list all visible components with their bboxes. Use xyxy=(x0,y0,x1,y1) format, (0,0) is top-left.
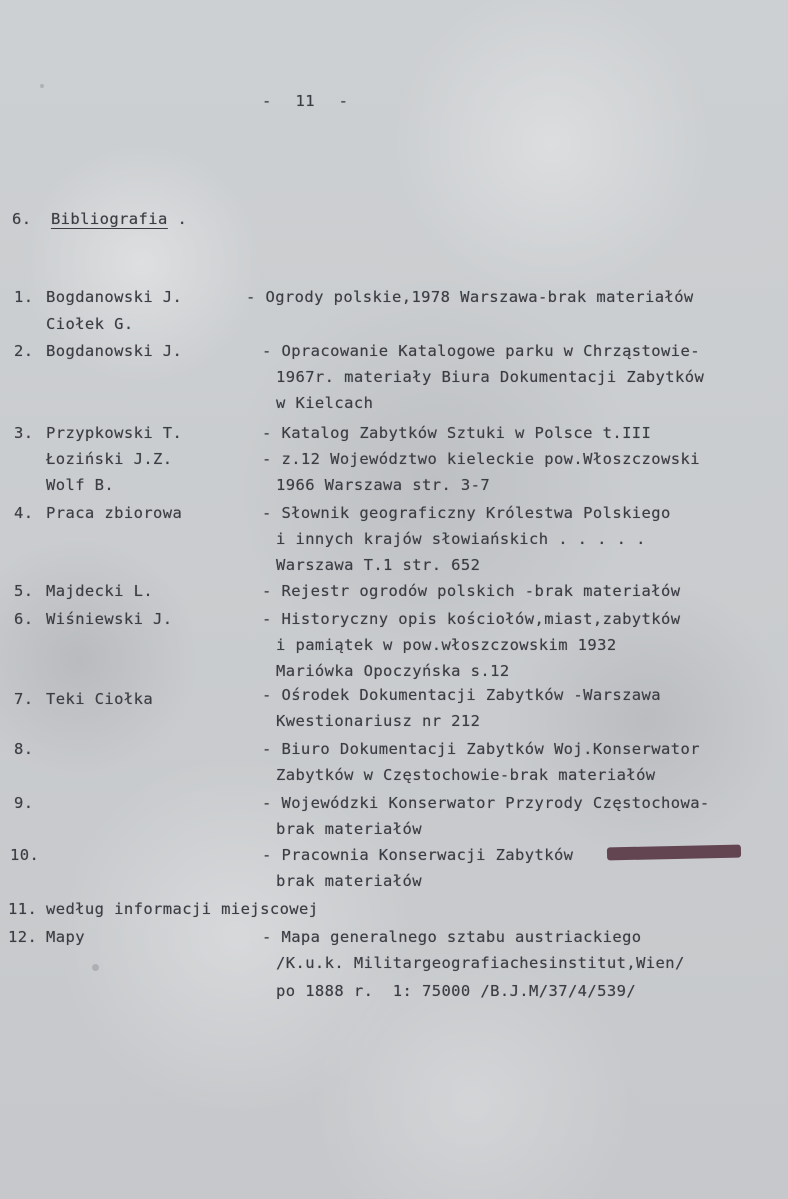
entry-12-number: 12. xyxy=(8,928,38,946)
entry-8-description: - Biuro Dokumentacji Zabytków Woj.Konserwator xyxy=(262,740,700,758)
entry-2-description: 1967r. materiały Biura Dokumentacji Zabytków xyxy=(276,368,705,386)
entry-6-description: - Historyczny opis kościołów,miast,zabytków xyxy=(262,610,681,628)
entry-2-description: w Kielcach xyxy=(276,394,374,412)
section-heading xyxy=(12,210,187,228)
entry-5-number: 5. xyxy=(14,582,34,600)
entry-12-description: po 1888 r. 1: 75000 /B.J.M/37/4/539/ xyxy=(276,982,637,1000)
entry-5-author: Majdecki L. xyxy=(46,582,154,600)
section-number: 6. xyxy=(12,210,32,228)
paper-speck xyxy=(40,84,44,88)
entry-1-description: - Ogrody polskie,1978 Warszawa-brak materiałów xyxy=(246,288,694,306)
entry-3-author: Przypkowski T. xyxy=(46,424,183,442)
entry-7-description: - Ośrodek Dokumentacji Zabytków -Warszawa xyxy=(262,686,662,704)
entry-10-description: - Pracownia Konserwacji Zabytków xyxy=(262,846,574,864)
entry-4-description: Warszawa T.1 str. 652 xyxy=(276,556,481,574)
entry-7-description: Kwestionariusz nr 212 xyxy=(276,712,481,730)
entry-12-description: - Mapa generalnego sztabu austriackiego xyxy=(262,928,642,946)
entry-11-text: według informacji miejscowej xyxy=(46,900,319,918)
section-suffix: . xyxy=(177,210,188,228)
entry-11-number: 11. xyxy=(8,900,38,918)
entry-3-description: - z.12 Województwo kieleckie pow.Włoszczowski xyxy=(262,450,700,468)
entry-2-author: Bogdanowski J. xyxy=(46,342,183,360)
entry-9-description: - Wojewódzki Konserwator Przyrody Częstochowa- xyxy=(262,794,710,812)
entry-8-number: 8. xyxy=(14,740,34,758)
entry-1-author: Ciołek G. xyxy=(46,315,134,333)
entry-12-description: /K.u.k. Militargeografiachesinstitut,Wien/ xyxy=(276,954,685,972)
entry-6-author: Wiśniewski J. xyxy=(46,610,173,628)
entry-6-description: i pamiątek w pow.włoszczowskim 1932 xyxy=(276,636,617,654)
entry-10-description: brak materiałów xyxy=(276,872,422,890)
entry-3-number: 3. xyxy=(14,424,34,442)
entry-9-description: brak materiałów xyxy=(276,820,422,838)
entry-12-author: Mapy xyxy=(46,928,85,946)
entry-6-description: Mariówka Opoczyńska s.12 xyxy=(276,662,510,680)
entry-9-number: 9. xyxy=(14,794,34,812)
entry-4-description: i innych krajów słowiańskich . . . . . xyxy=(276,530,646,548)
entry-3-author: Wolf B. xyxy=(46,476,115,494)
entry-1-number: 1. xyxy=(14,288,34,306)
redaction-mark xyxy=(607,845,741,861)
entry-4-number: 4. xyxy=(14,504,34,522)
entry-10-number: 10. xyxy=(10,846,40,864)
entry-6-number: 6. xyxy=(14,610,34,628)
entry-2-number: 2. xyxy=(14,342,34,360)
entry-3-author: Łoziński J.Z. xyxy=(46,450,173,468)
entry-7-author: Teki Ciołka xyxy=(46,690,154,708)
entry-3-description: 1966 Warszawa str. 3-7 xyxy=(276,476,491,494)
entry-5-description: - Rejestr ogrodów polskich -brak materiałów xyxy=(262,582,681,600)
entry-4-author: Praca zbiorowa xyxy=(46,504,183,522)
entry-2-description: - Opracowanie Katalogowe parku w Chrząstowie- xyxy=(262,342,700,360)
section-title: Bibliografia xyxy=(50,210,168,228)
entry-8-description: Zabytków w Częstochowie-brak materiałów xyxy=(276,766,656,784)
entry-7-number: 7. xyxy=(14,690,34,708)
entry-3-description: - Katalog Zabytków Sztuki w Polsce t.III xyxy=(262,424,652,442)
entry-1-author: Bogdanowski J. xyxy=(46,288,183,306)
page-number: - 11 - xyxy=(262,92,349,110)
paper-speck xyxy=(92,964,99,971)
entry-4-description: - Słownik geograficzny Królestwa Polskiego xyxy=(262,504,671,522)
